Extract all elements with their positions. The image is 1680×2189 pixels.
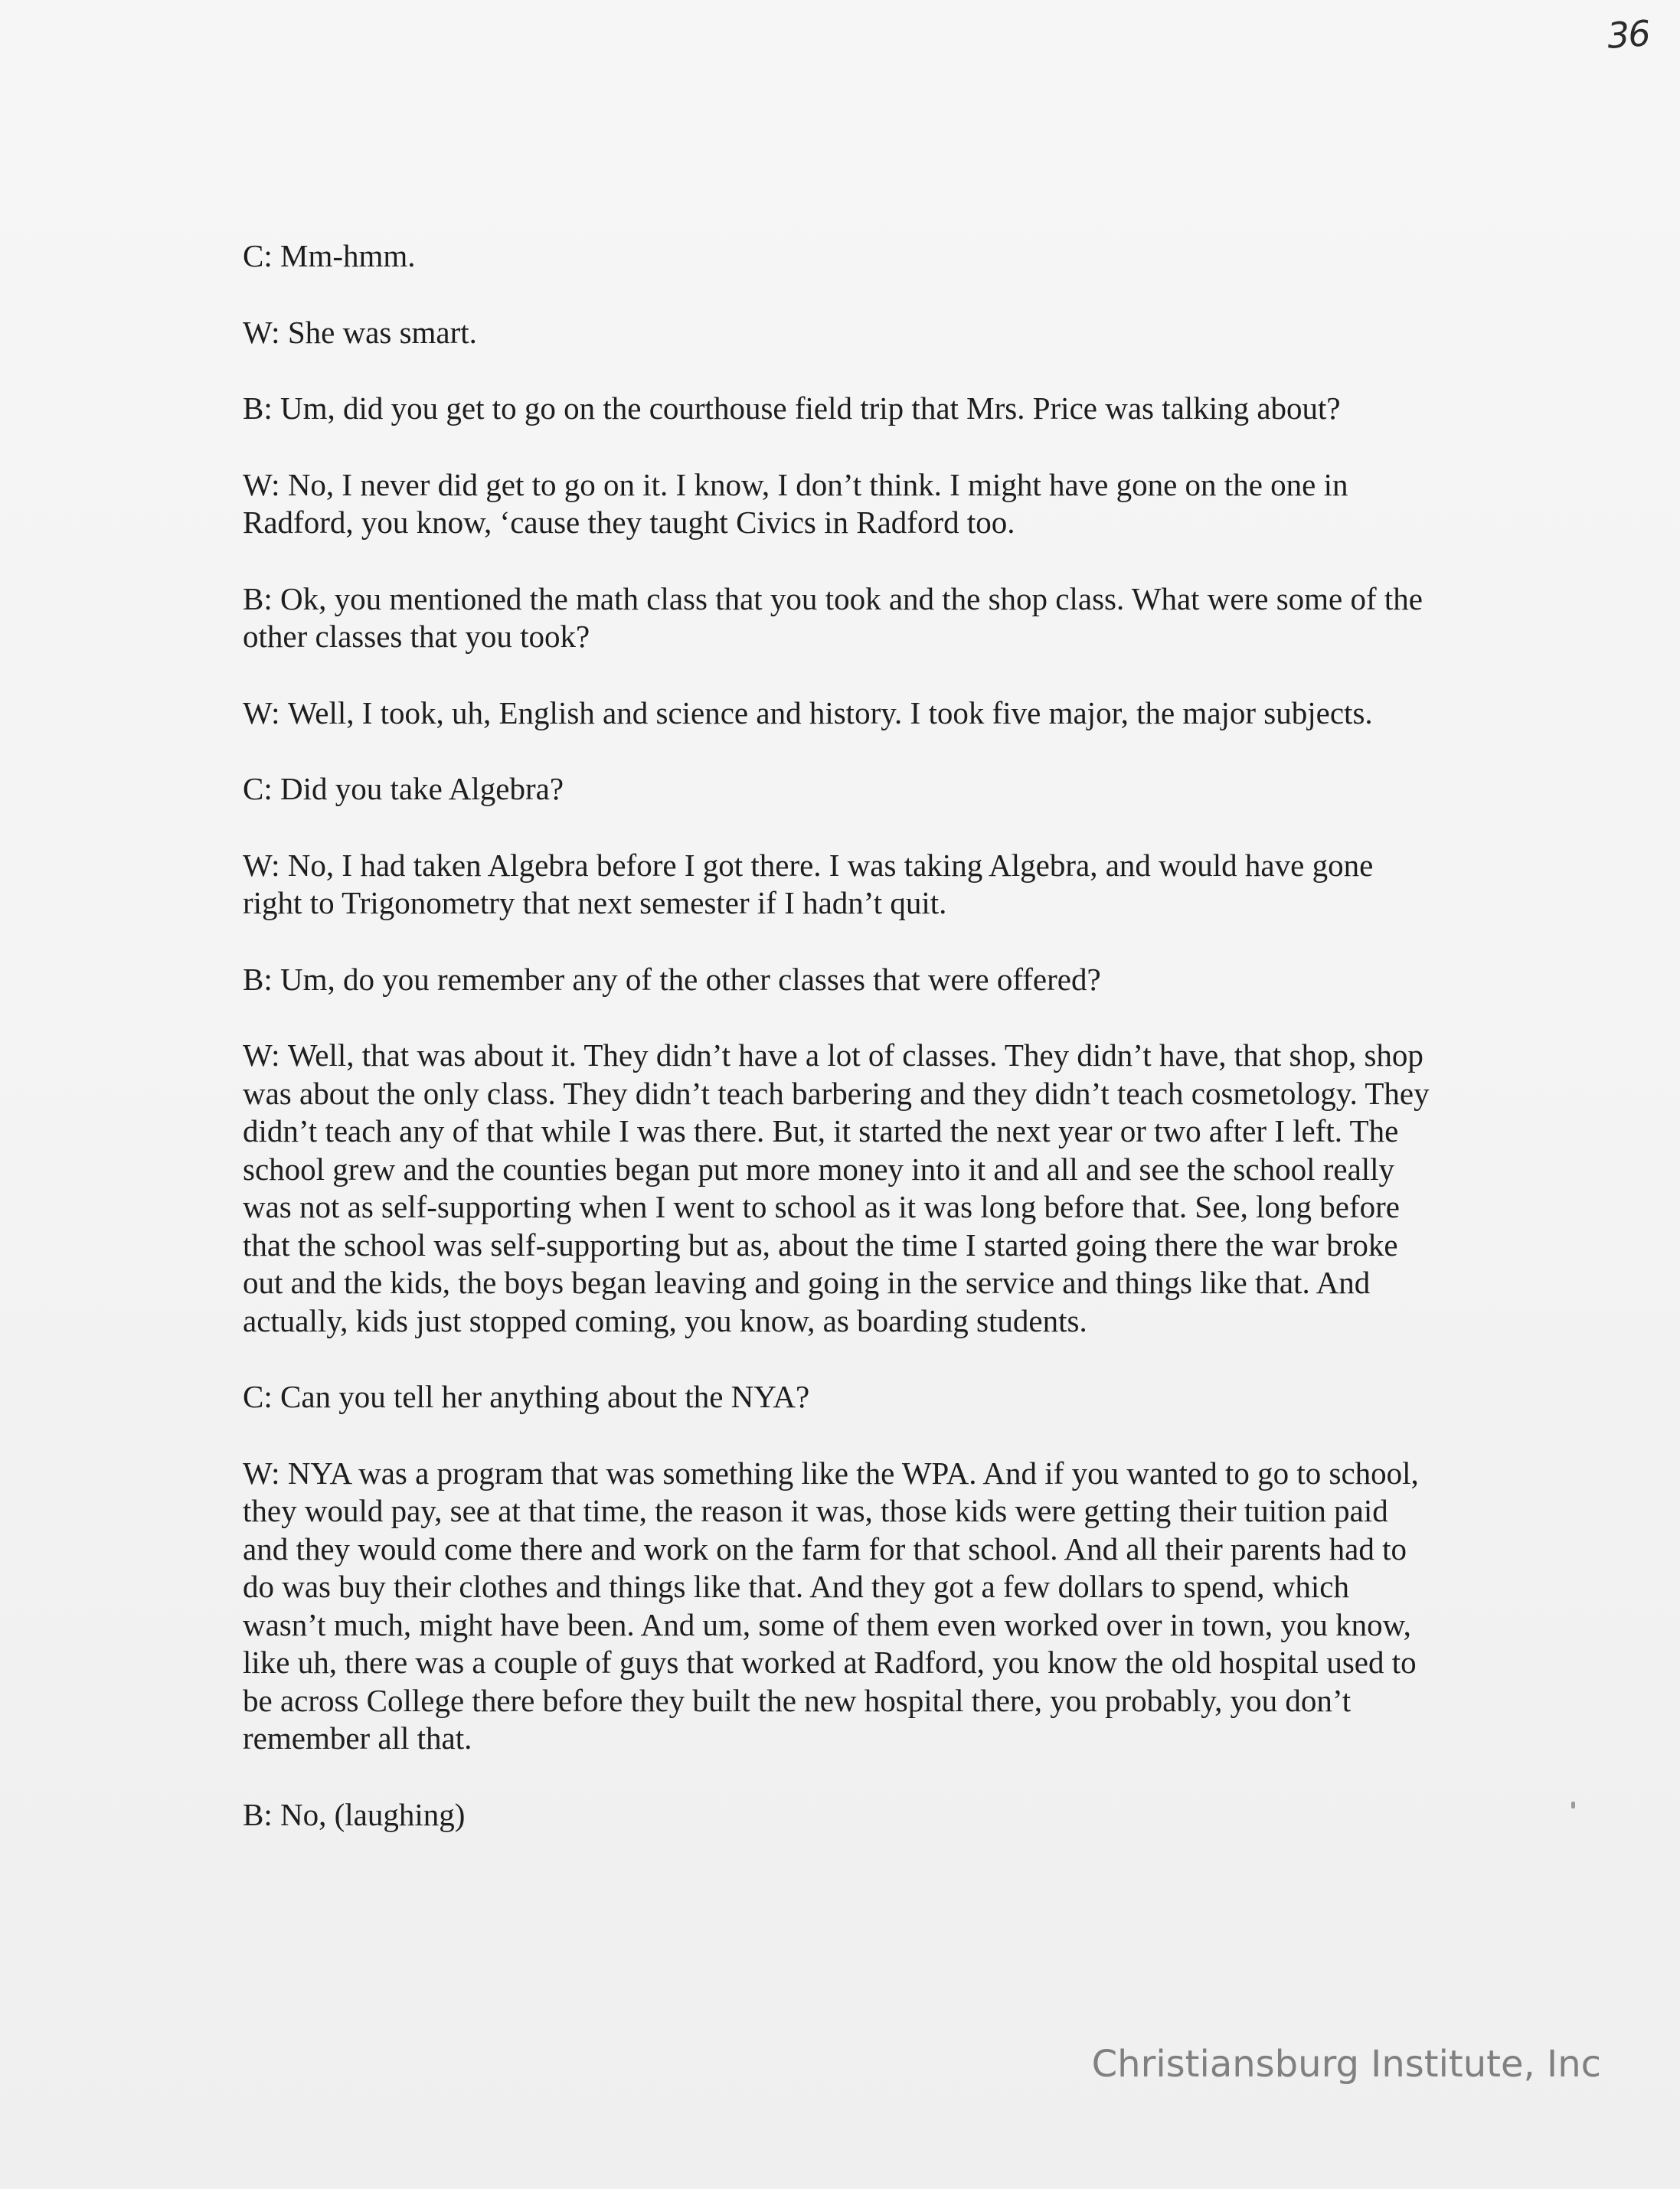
speaker-label: B: [243,1796,273,1832]
transcript-paragraph [243,580,1437,656]
dialogue-text: Can you tell her anything about the NYA? [280,1379,810,1414]
transcript-paragraph [243,1796,1437,1835]
speaker-label: W: [243,1455,280,1491]
dialogue-text: Mm-hmm. [280,238,416,273]
transcript-paragraph [243,1378,1437,1416]
speaker-label: W: [243,466,280,502]
dialogue-text: Well, I took, uh, English and science and history. I took five major, the major subjects. [287,694,1373,730]
transcript-paragraph [243,314,1437,352]
dialogue-text: Ok, you mentioned the math class that you took and the shop class. What were some of the other classes that you took? [243,580,1423,654]
speaker-label: B: [243,390,273,426]
speaker-label: B: [243,580,273,616]
transcript-paragraph [243,694,1437,733]
transcript-paragraph [243,390,1437,428]
page-number: 36 [1606,12,1651,57]
transcript-paragraph [243,847,1437,923]
dialogue-text: Did you take Algebra? [280,771,564,806]
transcript-paragraph [243,1037,1437,1340]
speaker-label: W: [243,694,280,730]
speaker-label: W: [243,314,280,350]
speaker-label: B: [243,961,273,997]
speaker-label: C: [243,1379,273,1414]
transcript [243,237,1437,1872]
speaker-label: W: [243,847,280,883]
transcript-paragraph [243,1455,1437,1758]
dialogue-text: No, (laughing) [280,1796,466,1832]
watermark: Christiansburg Institute, Inc [1091,2043,1601,2086]
transcript-paragraph [243,770,1437,809]
dialogue-text: Um, do you remember any of the other classes that were offered? [280,961,1101,997]
dialogue-text: Well, that was about it. They didn’t have a lot of classes. They didn’t have, that shop, shop was about the only class. They didn’t teach barbering and they didn’t teach cosmetology. They didn’t teach any of that while I was there. But, it started the next year or two after I left. The school grew and the counties began put more money into it and all and see the school really was not as self-supporting when I went to school as it was long before that. See, long before that the school was self-supporting but as, about the time I started going there the war broke out and the kids, the boys began leaving and going in the service and things like that. And actually, kids just stopped coming, you know, as boarding students. [243,1037,1430,1338]
scan-speck [1571,1802,1575,1808]
speaker-label: C: [243,771,273,806]
speaker-label: W: [243,1037,280,1073]
dialogue-text: Um, did you get to go on the courthouse field trip that Mrs. Price was talking about? [280,390,1341,426]
dialogue-text: No, I had taken Algebra before I got there. I was taking Algebra, and would have gone right to Trigonometry that next semester if I hadn’t quit. [243,847,1374,920]
transcript-paragraph [243,961,1437,999]
transcript-paragraph [243,466,1437,542]
dialogue-text: No, I never did get to go on it. I know, I don’t think. I might have gone on the one in Radford, you know, ‘cause they taught Civics in Radford too. [243,466,1348,540]
dialogue-text: She was smart. [287,314,477,350]
speaker-label: C: [243,238,273,273]
dialogue-text: NYA was a program that was something like the WPA. And if you wanted to go to school, they would pay, see at that time, the reason it was, those kids were getting their tuition paid and they would come there and work on the farm for that school. And all their parents had to do was buy their clothes and things like that. And they got a few dollars to spend, which wasn’t much, might have been. And um, some of them even worked over in town, you know, like uh, there was a couple of guys that worked at Radford, you know the old hospital used to be across College there before they built the new hospital there, you probably, you don’t remember all that. [243,1455,1419,1756]
transcript-paragraph [243,237,1437,276]
